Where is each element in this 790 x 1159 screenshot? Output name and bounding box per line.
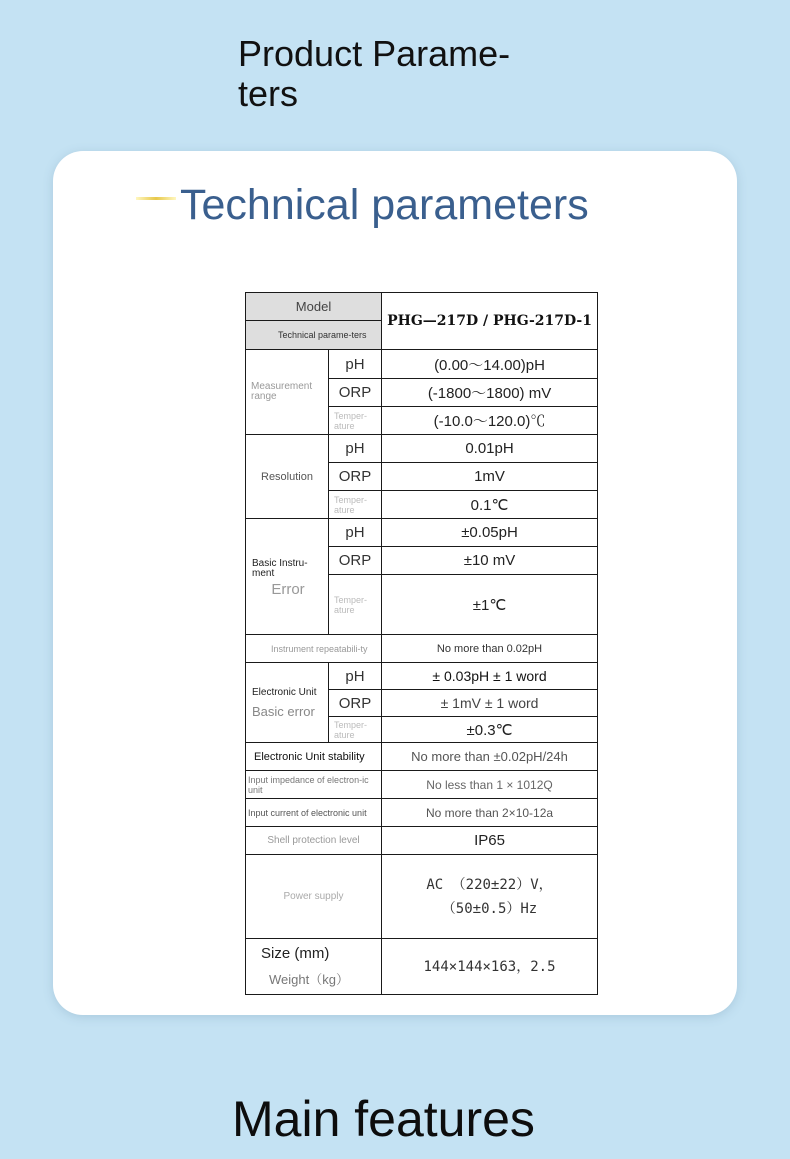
measurement-temp-label: Temper-ature [329,407,382,435]
title-accent-line [136,197,176,200]
power-label: Power supply [246,855,382,939]
stability-value: No more than ±0.02pH/24h [382,743,598,771]
basic-error-temp-value: ±1℃ [382,575,598,635]
measurement-ph-label: pH [329,350,382,379]
size-weight-value: 144×144×163，2.5 [382,939,598,995]
repeatability-label: Instrument repeatabili-ty [246,635,382,663]
resolution-ph-label: pH [329,435,382,463]
basic-error-orp-label: ORP [329,547,382,575]
electronic-ph-value: ± 0.03pH ± 1 word [382,663,598,690]
resolution-orp-value: 1mV [382,463,598,491]
card-title: Technical parameters [180,181,589,229]
header-technical: Technical parame-ters [246,321,382,350]
size-label: Size (mm) [261,945,330,962]
electronic-error-group [246,663,329,743]
measurement-temp-value: (-10.0～120.0)℃ [382,407,598,435]
current-value: No more than 2×10-12a [382,799,598,827]
measurement-orp-value: (-1800～1800) mV [382,379,598,407]
electronic-ph-label: pH [329,663,382,690]
impedance-value: No less than 1 × 1012Q [382,771,598,799]
basic-error-temp-label: Temper-ature [329,575,382,635]
electronic-temp-value: ±0.3℃ [382,717,598,743]
electronic-temp-label: Temper-ature [329,717,382,743]
resolution-label: Resolution [246,435,329,519]
basic-error-orp-value: ±10 mV [382,547,598,575]
current-label: Input current of electronic unit [246,799,382,827]
basic-error-ph-label: pH [329,519,382,547]
basic-error-label: Basic Instru-ment [252,557,308,579]
spec-table [245,292,598,995]
basic-error-group [246,519,329,635]
power-value-line1: AC （220±22）V， [426,876,553,893]
measurement-range-label: Measurement range [246,350,329,435]
protection-value: IP65 [382,827,598,855]
header-product: PHG—217D / PHG-217D-1 [382,293,598,350]
electronic-error-label: Electronic Unit [252,687,317,698]
weight-label: Weight（kg） [269,972,349,987]
measurement-ph-value: (0.00～14.00)pH [382,350,598,379]
resolution-ph-value: 0.01pH [382,435,598,463]
basic-error-ph-value: ±0.05pH [382,519,598,547]
power-value [382,855,598,939]
page-heading: Product Parame-ters [238,33,511,114]
resolution-temp-value: 0.1℃ [382,491,598,519]
main-features-heading: Main features [232,1091,535,1147]
stability-label: Electronic Unit stability [246,743,382,771]
size-weight-group [246,939,382,995]
resolution-orp-label: ORP [329,463,382,491]
repeatability-value: No more than 0.02pH [382,635,598,663]
electronic-orp-label: ORP [329,690,382,717]
impedance-label: Input impedance of electron-ic unit [246,771,382,799]
resolution-temp-label: Temper-ature [329,491,382,519]
header-model: Model [246,293,382,321]
power-value-line2: （50±0.5）Hz [441,900,538,917]
basic-error-sublabel: Error [271,580,305,598]
measurement-orp-label: ORP [329,379,382,407]
electronic-orp-value: ± 1mV ± 1 word [382,690,598,717]
protection-label: Shell protection level [246,827,382,855]
electronic-error-sublabel: Basic error [252,704,315,719]
